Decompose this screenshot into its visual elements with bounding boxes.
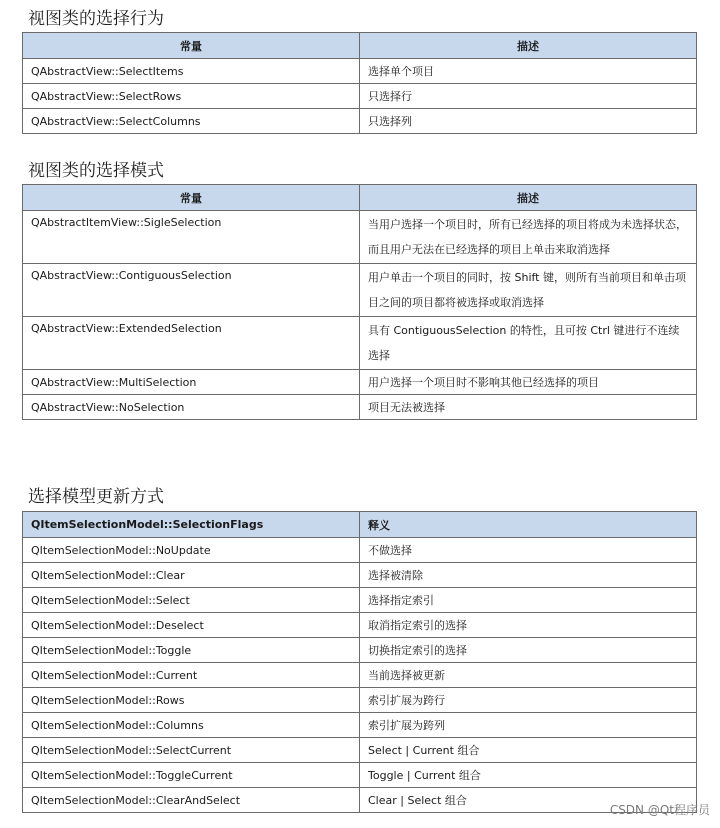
- table-header-row: [23, 185, 697, 211]
- column-header-flag: QItemSelectionModel::SelectionFlags: [23, 512, 360, 538]
- meaning-cell: 索引扩展为跨列: [360, 713, 697, 738]
- table-row: [23, 395, 697, 420]
- table-row: [23, 84, 697, 109]
- meaning-cell: Clear | Select 组合: [360, 788, 697, 813]
- flag-cell: QItemSelectionModel::NoUpdate: [23, 538, 360, 563]
- table-row: [23, 738, 697, 763]
- constant-cell: QAbstractView::MultiSelection: [23, 370, 360, 395]
- column-header-meaning: 释义: [360, 512, 697, 538]
- meaning-cell: Toggle | Current 组合: [360, 763, 697, 788]
- table-row: [23, 211, 697, 264]
- table-row: [23, 638, 697, 663]
- meaning-cell: 取消指定索引的选择: [360, 613, 697, 638]
- section-title-selection-mode: 视图类的选择模式: [28, 161, 164, 181]
- column-header-constant: 常量: [23, 33, 360, 59]
- flag-cell: QItemSelectionModel::ClearAndSelect: [23, 788, 360, 813]
- table-header-row: [23, 512, 697, 538]
- description-cell: 具有 ContiguousSelection 的特性，且可按 Ctrl 键进行不连续选择: [360, 317, 697, 370]
- constant-cell: QAbstractView::SelectItems: [23, 59, 360, 84]
- table-row: [23, 788, 697, 813]
- meaning-cell: 切换指定索引的选择: [360, 638, 697, 663]
- selection-flags-table: [22, 511, 697, 813]
- constant-cell: QAbstractItemView::SigleSelection: [23, 211, 360, 264]
- description-cell: 用户单击一个项目的同时，按 Shift 键，则所有当前项目和单击项目之间的项目都将被选择或取消选择: [360, 264, 697, 317]
- description-cell: 只选择列: [360, 109, 697, 134]
- flag-cell: QItemSelectionModel::Select: [23, 588, 360, 613]
- flag-cell: QItemSelectionModel::Clear: [23, 563, 360, 588]
- meaning-cell: 选择被清除: [360, 563, 697, 588]
- meaning-cell: 索引扩展为跨行: [360, 688, 697, 713]
- table-header-row: [23, 33, 697, 59]
- meaning-cell: 当前选择被更新: [360, 663, 697, 688]
- table-row: [23, 59, 697, 84]
- description-cell: 选择单个项目: [360, 59, 697, 84]
- flag-cell: QItemSelectionModel::SelectCurrent: [23, 738, 360, 763]
- description-cell: 只选择行: [360, 84, 697, 109]
- selection-mode-table: [22, 184, 697, 420]
- constant-cell: QAbstractView::SelectRows: [23, 84, 360, 109]
- table-row: [23, 317, 697, 370]
- selection-behavior-table: [22, 32, 697, 134]
- constant-cell: QAbstractView::ContiguousSelection: [23, 264, 360, 317]
- table-row: [23, 370, 697, 395]
- flag-cell: QItemSelectionModel::Columns: [23, 713, 360, 738]
- table-row: [23, 688, 697, 713]
- description-cell: 用户选择一个项目时不影响其他已经选择的项目: [360, 370, 697, 395]
- constant-cell: QAbstractView::ExtendedSelection: [23, 317, 360, 370]
- table-row: [23, 663, 697, 688]
- description-cell: 项目无法被选择: [360, 395, 697, 420]
- table-row: [23, 763, 697, 788]
- table-row: [23, 264, 697, 317]
- watermark: CSDN @Qt程序员: [609, 803, 710, 817]
- meaning-cell: 不做选择: [360, 538, 697, 563]
- column-header-description: 描述: [360, 185, 697, 211]
- table-row: [23, 109, 697, 134]
- table-row: [23, 538, 697, 563]
- column-header-constant: 常量: [23, 185, 360, 211]
- flag-cell: QItemSelectionModel::ToggleCurrent: [23, 763, 360, 788]
- constant-cell: QAbstractView::NoSelection: [23, 395, 360, 420]
- meaning-cell: Select | Current 组合: [360, 738, 697, 763]
- table-row: [23, 713, 697, 738]
- table-row: [23, 588, 697, 613]
- column-header-description: 描述: [360, 33, 697, 59]
- meaning-cell: 选择指定索引: [360, 588, 697, 613]
- section-title-selection-flags: 选择模型更新方式: [28, 487, 164, 507]
- flag-cell: QItemSelectionModel::Toggle: [23, 638, 360, 663]
- flag-cell: QItemSelectionModel::Rows: [23, 688, 360, 713]
- table-row: [23, 613, 697, 638]
- table-row: [23, 563, 697, 588]
- flag-cell: QItemSelectionModel::Current: [23, 663, 360, 688]
- flag-cell: QItemSelectionModel::Deselect: [23, 613, 360, 638]
- constant-cell: QAbstractView::SelectColumns: [23, 109, 360, 134]
- description-cell: 当用户选择一个项目时，所有已经选择的项目将成为未选择状态，而且用户无法在已经选择的项目上单击来取消选择: [360, 211, 697, 264]
- section-title-selection-behavior: 视图类的选择行为: [28, 9, 164, 29]
